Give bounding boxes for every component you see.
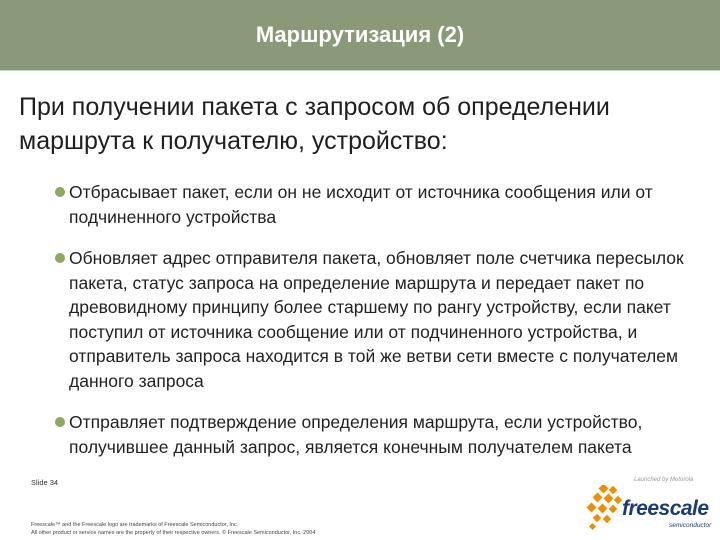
title-bar (0, 0, 720, 70)
bullet-dot-icon (55, 253, 65, 263)
legal-line-2: All other product or service names are the property of their respective owners. © Freescale Semiconductor, Inc. 2004 (31, 530, 316, 536)
bullet-list (50, 180, 715, 476)
logo-tagline: Launched by Motorola (634, 477, 694, 483)
bullet-dot-icon (55, 187, 65, 197)
bullet-text: Обновляет адрес отправителя пакета, обновляет поле счетчика пересылок пакета, статус запроса на определение маршрута и передает пакет по древовидному принципу более старшему по рангу устройству, если пакет поступил от источника сообщение или от подчиненного устройства, и отправитель запроса находится в той же ветви сети вместе с получателем данного запроса (69, 248, 684, 391)
freescale-logo (586, 473, 714, 535)
freescale-logo-icon (586, 485, 626, 531)
bullet-text: Отправляет подтверждение определения маршрута, если устройство, получившее данный запрос, является конечным получателем пакета (69, 412, 643, 457)
bullet-item (50, 410, 715, 459)
slide-number: Slide 34 (31, 478, 59, 487)
legal-notice (31, 521, 451, 537)
logo-subtitle: semiconductor (669, 522, 712, 529)
intro-text: При получении пакета с запросом об определении маршрута к получателю, устройство: (19, 93, 610, 155)
bullet-item (50, 246, 715, 393)
legal-line-1: Freescale™ and the Freescale logo are trademarks of Freescale Semiconductor, Inc. (31, 522, 239, 528)
logo-wordmark: freescale (622, 497, 709, 520)
bullet-text: Отбрасывает пакет, если он не исходит от источника сообщения или от подчиненного устройства (69, 182, 653, 227)
bullet-dot-icon (55, 417, 65, 427)
bullet-item (50, 180, 715, 229)
title-divider (0, 70, 720, 74)
slide-title: Маршрутизация (2) (255, 22, 465, 47)
